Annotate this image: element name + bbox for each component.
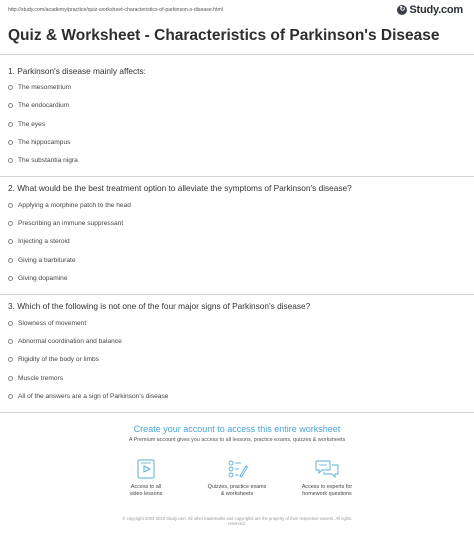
copyright-line: reserved. [228, 521, 246, 527]
feature-text: Access to all [130, 484, 162, 490]
chat-icon [314, 458, 340, 480]
option-label: The eyes [18, 121, 46, 128]
top-bar [5, 4, 469, 18]
q2-option-2[interactable] [8, 220, 123, 227]
option-label: The hippocampus [18, 139, 71, 146]
logo-text: Study.com [409, 4, 463, 16]
option-label: Slowness of movement [18, 320, 87, 327]
question-2: 2. What would be the best treatment option to alleviate the symptoms of Parkinson's disease? [8, 183, 352, 193]
radio-button[interactable] [8, 339, 13, 344]
option-label: Prescribing an immune suppressant [18, 220, 124, 227]
radio-button[interactable] [8, 376, 13, 381]
copyright-footer [0, 516, 474, 527]
q2-option-1[interactable] [8, 202, 131, 209]
option-label: Abnormal coordination and balance [18, 338, 122, 345]
option-label: Injecting a steroid [18, 238, 70, 245]
option-label: Muscle tremors [18, 375, 64, 382]
q2-option-3[interactable] [8, 238, 70, 245]
q3-option-4[interactable] [8, 375, 63, 382]
question-divider [0, 412, 474, 413]
radio-button[interactable] [8, 122, 13, 127]
feature-text: video lessons [129, 491, 163, 498]
option-label: The mesometrium [18, 84, 72, 91]
feature-experts [282, 458, 372, 498]
study-logo[interactable] [397, 4, 463, 16]
radio-button[interactable] [8, 140, 13, 145]
option-label: Rigidity of the body or limbs [18, 356, 99, 363]
option-label: Applying a morphine patch to the head [18, 202, 131, 209]
option-label: The endocardium [18, 102, 70, 109]
option-label: Giving dopamine [18, 275, 68, 282]
q3-option-2[interactable] [8, 338, 122, 345]
page-url[interactable]: http://study.com/academy/practice/quiz-worksheet-characteristics-of-parkinson-s-disease.html [8, 7, 223, 13]
q3-option-1[interactable] [8, 320, 86, 327]
q1-option-3[interactable] [8, 121, 45, 128]
radio-button[interactable] [8, 239, 13, 244]
radio-button[interactable] [8, 85, 13, 90]
logo-icon: ↻ [397, 5, 407, 15]
page-title: Quiz & Worksheet - Characteristics of Parkinson's Disease [8, 27, 440, 44]
feature-video-lessons [101, 458, 191, 498]
question-divider [0, 294, 474, 295]
q1-option-4[interactable] [8, 139, 70, 146]
radio-button[interactable] [8, 221, 13, 226]
radio-button[interactable] [8, 357, 13, 362]
feature-text: Access to experts for [301, 484, 353, 490]
video-icon [135, 458, 157, 480]
radio-button[interactable] [8, 394, 13, 399]
feature-text: Quizzes, practice exams [207, 484, 267, 490]
radio-button[interactable] [8, 158, 13, 163]
copyright-line: © copyright 2003-2020 Study.com. All other trademarks and copyrights are the property of their respective owners. All rights [122, 516, 352, 521]
q3-option-5[interactable] [8, 393, 168, 400]
question-divider [0, 176, 474, 177]
option-label: The substantia nigra [18, 157, 78, 164]
radio-button[interactable] [8, 103, 13, 108]
feature-text: & worksheets [220, 491, 254, 498]
question-1: 1. Parkinson's disease mainly affects: [8, 66, 146, 76]
feature-text: homework questions [302, 491, 352, 498]
premium-description: A Premium account gives you access to all lessons, practice exams, quizzes & worksheets [128, 437, 346, 443]
radio-button[interactable] [8, 321, 13, 326]
q3-option-3[interactable] [8, 356, 99, 363]
q1-option-1[interactable] [8, 84, 71, 91]
q2-option-5[interactable] [8, 275, 67, 282]
create-account-link[interactable]: Create your account to access this entire worksheet [133, 424, 341, 434]
feature-quizzes [192, 458, 282, 498]
question-3: 3. Which of the following is not one of the four major signs of Parkinson's disease? [8, 301, 311, 311]
q1-option-5[interactable] [8, 157, 78, 164]
title-divider [0, 54, 474, 55]
radio-button[interactable] [8, 276, 13, 281]
option-label: All of the answers are a sign of Parkinson's disease [18, 393, 169, 400]
option-label: Giving a barbiturate [18, 257, 76, 264]
radio-button[interactable] [8, 258, 13, 263]
q1-option-2[interactable] [8, 102, 69, 109]
q2-option-4[interactable] [8, 257, 76, 264]
quiz-icon [226, 458, 248, 480]
radio-button[interactable] [8, 203, 13, 208]
